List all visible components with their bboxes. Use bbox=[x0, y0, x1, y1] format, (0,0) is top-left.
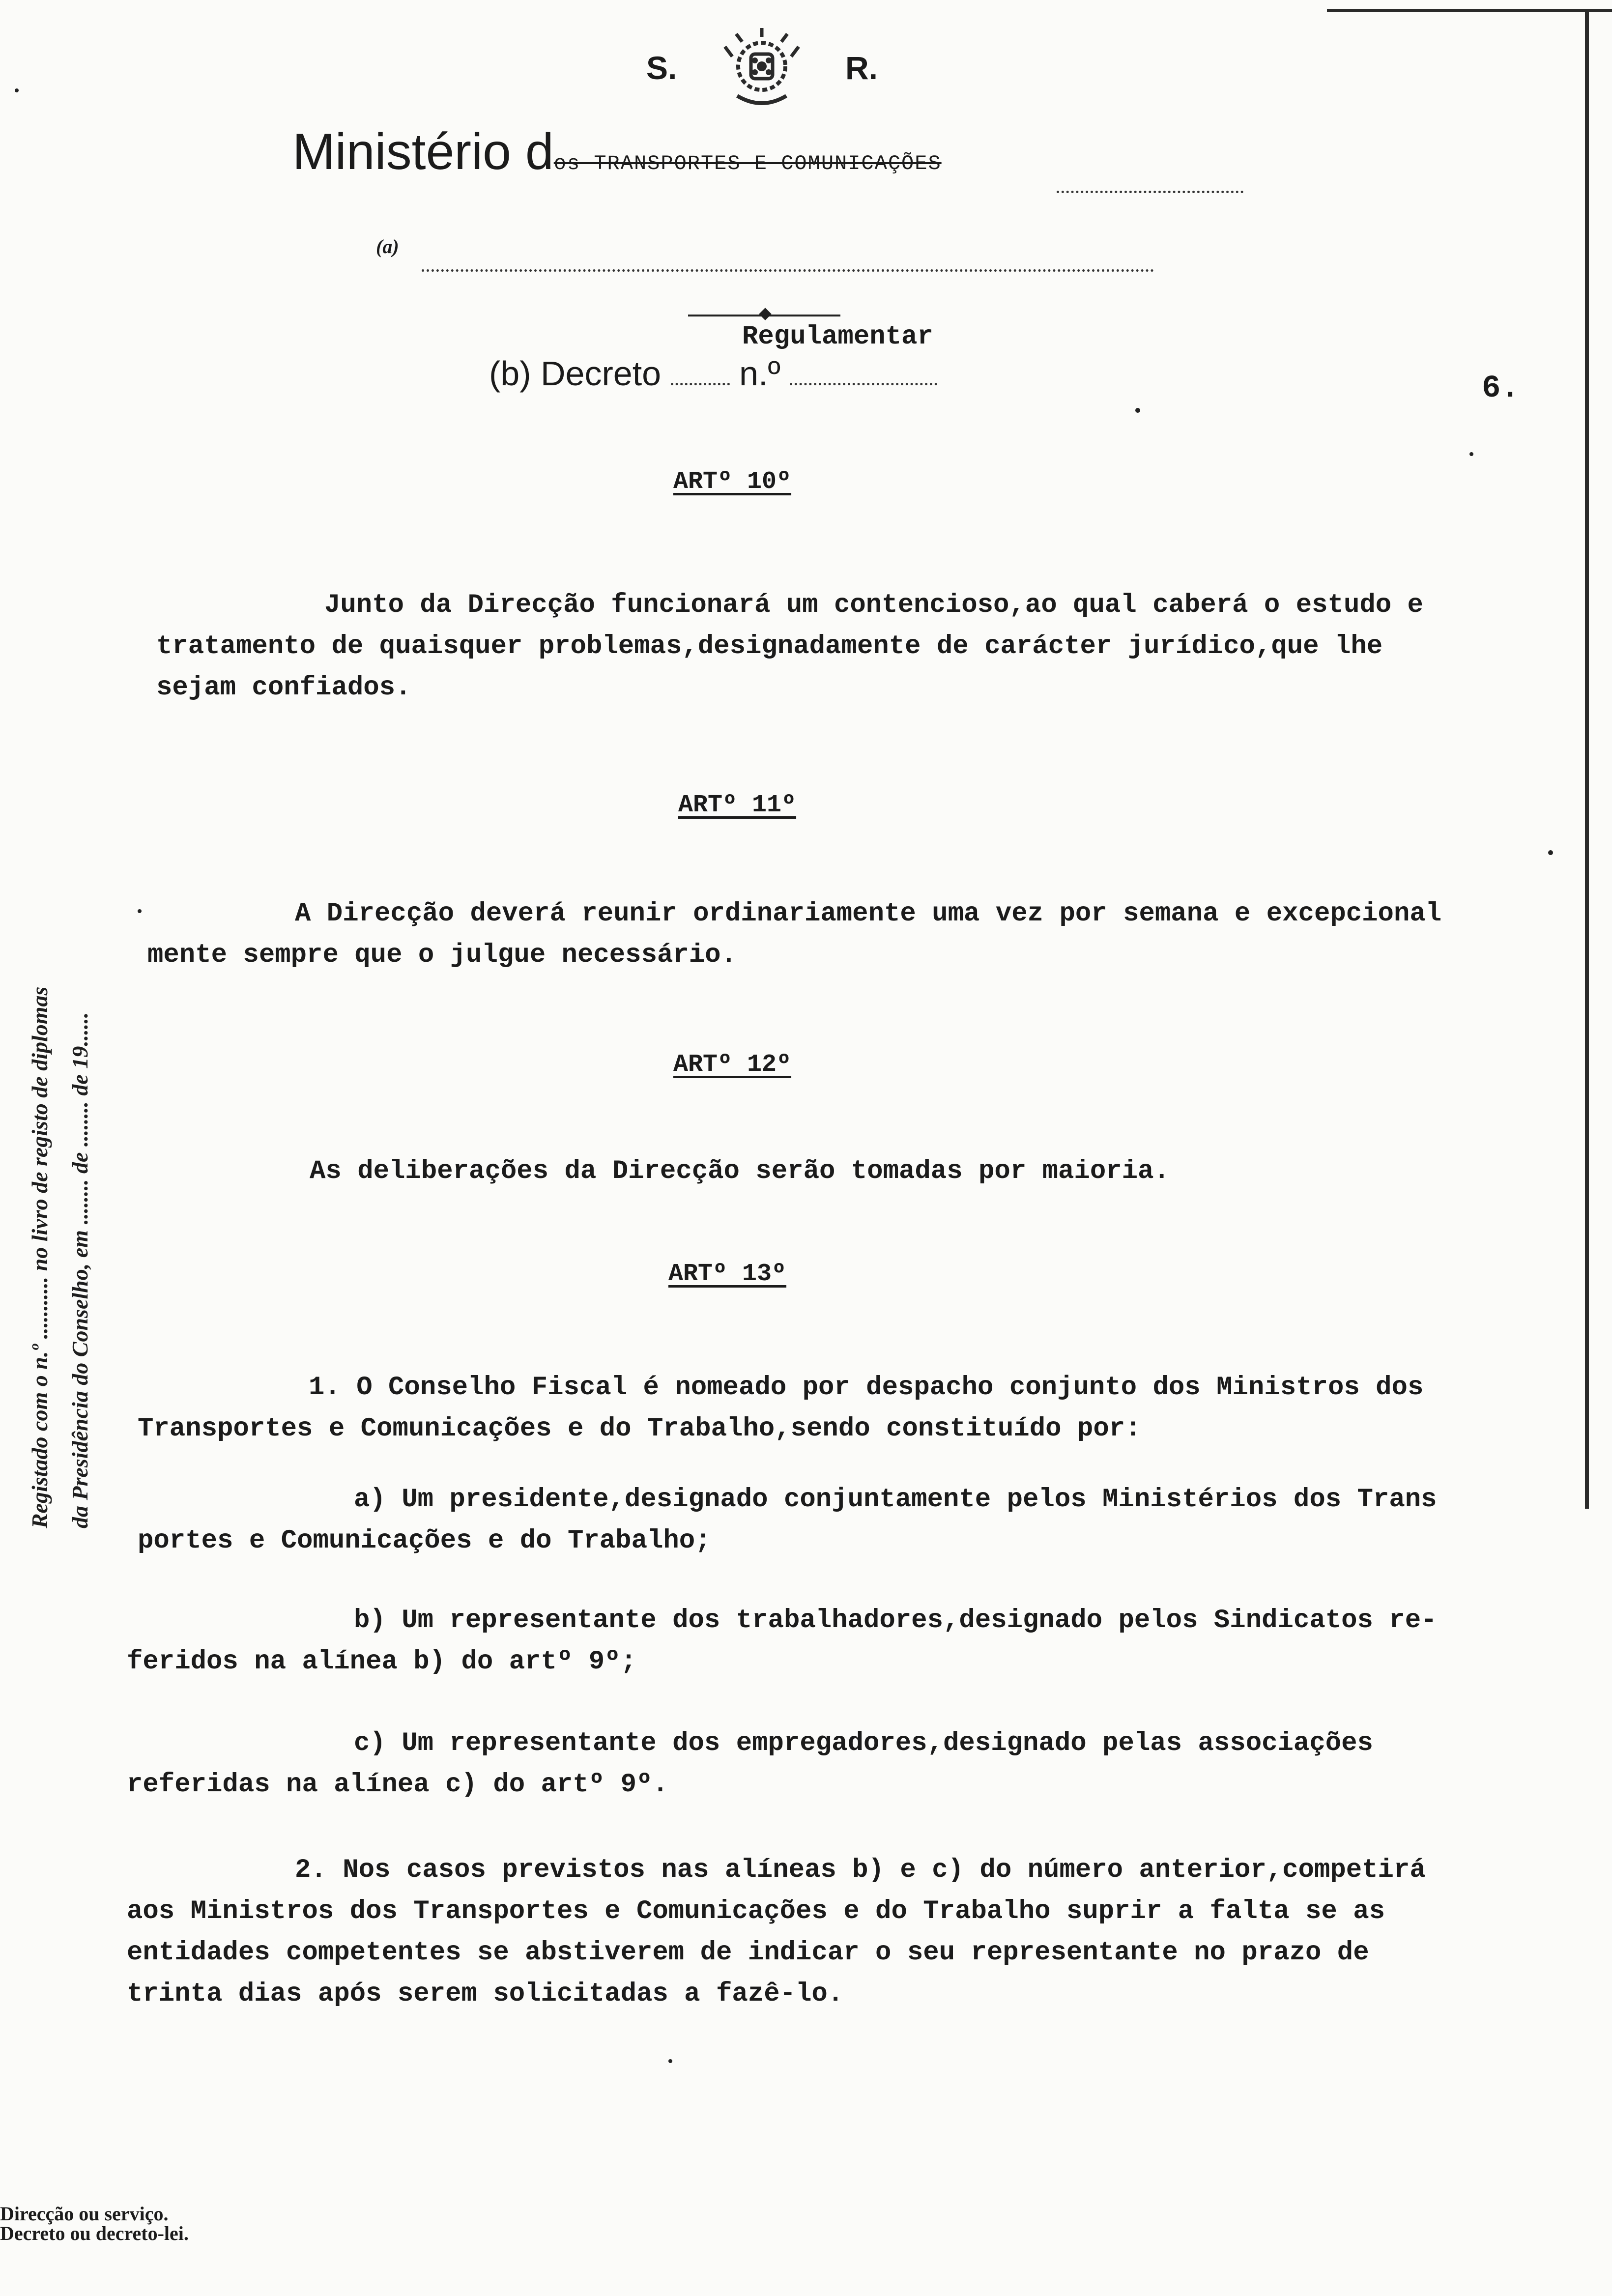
article-heading: ARTº 11º bbox=[678, 791, 797, 819]
paragraph-line: c) Um representante dos empregadores,designado pelas associações bbox=[354, 1728, 1373, 1758]
register-margin-note bbox=[20, 987, 100, 1528]
paragraph-line: 1. O Conselho Fiscal é nomeado por despacho conjunto dos Ministros dos bbox=[309, 1373, 1424, 1403]
scan-speck bbox=[668, 2059, 672, 2063]
header-letter-s: S. bbox=[646, 50, 677, 86]
line-a-dotted-field bbox=[422, 269, 1154, 272]
register-line-2: da Presidência do Conselho, em ........ de ........ de 19...... bbox=[67, 1012, 92, 1528]
decreto-label: (b) Decreto bbox=[489, 354, 662, 393]
scan-speck bbox=[138, 909, 142, 913]
scan-speck bbox=[1135, 408, 1140, 413]
scan-speck bbox=[1469, 452, 1473, 456]
paragraph-line: a) Um presidente,designado conjuntamente pelos Ministérios dos Trans bbox=[354, 1485, 1437, 1515]
article-heading: ARTº 13º bbox=[668, 1260, 787, 1288]
paragraph-line: b) Um representante dos trabalhadores,designado pelos Sindicatos re- bbox=[354, 1606, 1437, 1636]
paragraph-line: portes e Comunicações e do Trabalho; bbox=[138, 1526, 711, 1556]
scan-speck bbox=[15, 88, 19, 92]
paragraph-line: Transportes e Comunicações e do Trabalho,sendo constituído por: bbox=[138, 1414, 1141, 1444]
paragraph-line: tratamento de quaisquer problemas,designadamente de carácter jurídico,que lhe bbox=[156, 631, 1383, 661]
ministry-heading bbox=[292, 123, 942, 181]
paragraph-line: Junto da Direcção funcionará um contencioso,ao qual caberá o estudo e bbox=[324, 590, 1423, 620]
decreto-type-field bbox=[671, 383, 730, 385]
ministerio-prefix: Ministério d bbox=[292, 123, 554, 180]
paragraph-line: trinta dias após serem solicitadas a fazê-lo. bbox=[127, 1979, 844, 2009]
paragraph-line: mente sempre que o julgue necessário. bbox=[147, 940, 737, 970]
ministry-dotted-line bbox=[1057, 191, 1243, 193]
divider-diamond bbox=[759, 308, 771, 320]
paragraph-line: feridos na alínea b) do artº 9º; bbox=[127, 1647, 636, 1677]
decreto-number-field bbox=[790, 383, 937, 385]
ministry-name: os TRANSPORTES E COMUNICAÇÕES bbox=[553, 152, 942, 175]
register-line-1: Registado com o n.º ........... no livro de registo de diplomas bbox=[27, 986, 52, 1528]
paragraph-line: aos Ministros dos Transportes e Comunicações e do Trabalho suprir a falta se as bbox=[127, 1896, 1385, 1926]
header-letter-r: R. bbox=[845, 50, 878, 86]
article-heading: ARTº 10º bbox=[673, 468, 792, 496]
coat-of-arms-emblem bbox=[722, 27, 801, 111]
article-heading: ARTº 12º bbox=[673, 1051, 792, 1079]
paragraph-line: 2. Nos casos previstos nas alíneas b) e c) do número anterior,competirá bbox=[295, 1855, 1426, 1885]
paragraph-line: A Direcção deverá reunir ordinariamente uma vez por semana e excepcional bbox=[295, 899, 1442, 929]
line-a-label: (a) bbox=[376, 235, 399, 258]
regulamentar-annotation: Regulamentar bbox=[742, 322, 933, 352]
page-number: 6. bbox=[1482, 371, 1520, 406]
paragraph-line: sejam confiados. bbox=[156, 673, 411, 703]
paragraph-line: entidades competentes se abstiverem de indicar o seu representante no prazo de bbox=[127, 1938, 1369, 1968]
scan-edge-line bbox=[1585, 10, 1589, 1509]
footnote-a: Direcção ou serviço. bbox=[0, 2203, 169, 2225]
numero-label: n.º bbox=[739, 354, 780, 393]
scan-top-edge bbox=[1327, 9, 1612, 12]
scan-speck bbox=[1548, 850, 1553, 855]
paragraph-line: As deliberações da Direcção serão tomadas por maioria. bbox=[310, 1156, 1170, 1186]
decreto-line bbox=[489, 354, 937, 393]
paragraph-line: referidas na alínea c) do artº 9º. bbox=[127, 1770, 668, 1800]
footnote-b: Decreto ou decreto-lei. bbox=[0, 2222, 189, 2244]
